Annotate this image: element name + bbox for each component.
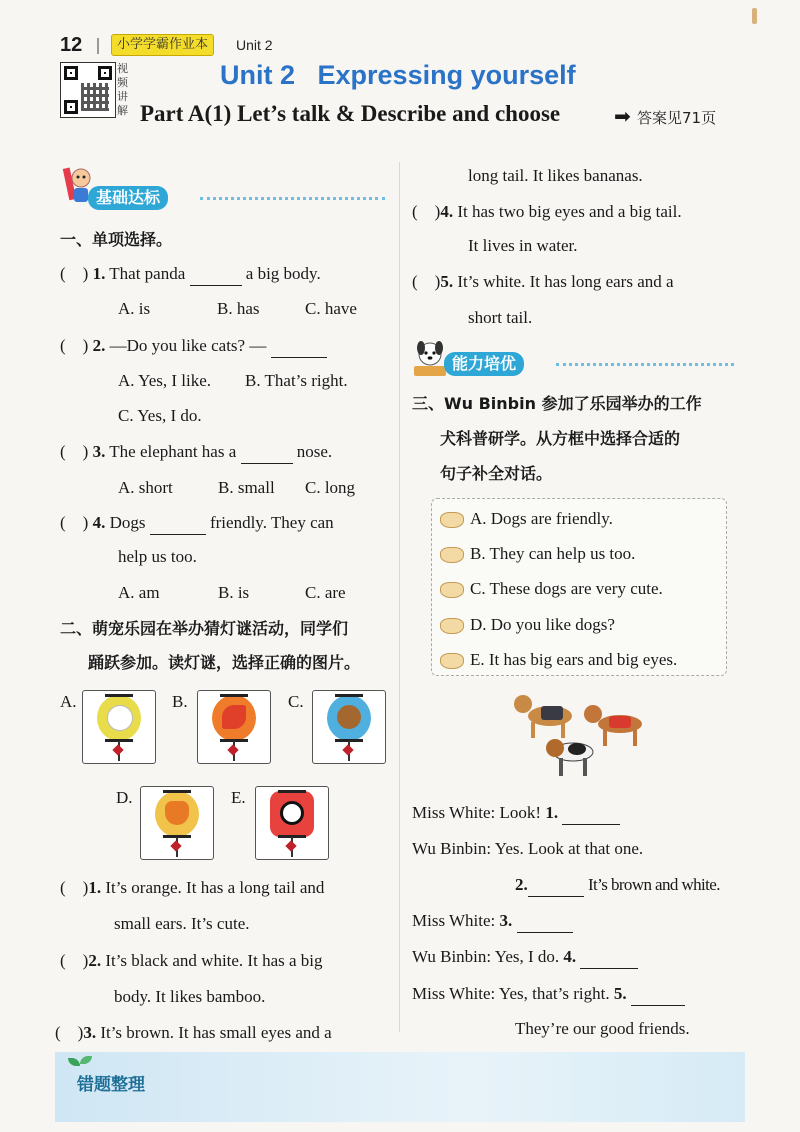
answer-reference: 答案见71页 bbox=[637, 109, 717, 127]
q2-item-1 bbox=[60, 877, 324, 899]
answer-paren[interactable]: ( ) bbox=[60, 951, 89, 970]
item-number: 2. bbox=[92, 336, 106, 355]
option: A. Yes, I like. bbox=[118, 371, 212, 390]
option: A. is bbox=[118, 299, 151, 318]
option: C. have bbox=[305, 299, 357, 318]
answer-blank[interactable] bbox=[528, 874, 584, 897]
answer-paren[interactable]: ( ) bbox=[60, 336, 89, 355]
dog-mascot-icon bbox=[412, 338, 442, 374]
q1-item-2-options bbox=[118, 370, 348, 392]
option-text: A. Dogs are friendly. bbox=[470, 509, 613, 528]
item-number: 4. bbox=[92, 513, 106, 532]
answer-blank[interactable] bbox=[190, 263, 242, 286]
answer-paren[interactable]: ( ) bbox=[60, 513, 89, 532]
item-number: 1. bbox=[88, 878, 102, 897]
mistake-notes-area[interactable] bbox=[55, 1052, 745, 1122]
column-divider bbox=[399, 162, 400, 1032]
working-dogs-illustration bbox=[505, 686, 655, 786]
dialogue-text: It’s brown and white. bbox=[588, 875, 720, 894]
page-tab-mark bbox=[752, 8, 757, 24]
option-d bbox=[440, 614, 615, 636]
lantern-monkey-picture bbox=[312, 690, 386, 764]
q1-item-2 bbox=[60, 335, 327, 358]
q2-item-4-line2: It lives in water. bbox=[468, 236, 578, 255]
q1-item-3-options bbox=[118, 477, 356, 499]
answer-paren[interactable]: ( ) bbox=[55, 1023, 84, 1042]
option-e bbox=[440, 649, 677, 671]
section-dotted-line bbox=[556, 363, 734, 366]
option-text: C. These dogs are very cute. bbox=[470, 579, 663, 598]
speaker: Miss White: bbox=[412, 803, 496, 822]
section-ability-badge: 能力培优 bbox=[444, 352, 524, 376]
item-number: 1. bbox=[92, 264, 106, 283]
dialogue-line-6 bbox=[412, 983, 685, 1006]
item-text: It’s brown. It has small eyes and a bbox=[100, 1023, 332, 1042]
q1-item-3 bbox=[60, 441, 332, 464]
option: B. small bbox=[218, 478, 275, 497]
section-basic-badge: 基础达标 bbox=[88, 186, 168, 210]
brand-label: 小学学霸作业本 bbox=[111, 34, 214, 56]
blank-number: 4. bbox=[563, 947, 577, 966]
answer-paren[interactable]: ( ) bbox=[60, 442, 89, 461]
speaker: Wu Binbin: bbox=[412, 839, 492, 858]
blank-number: 3. bbox=[499, 911, 513, 930]
dialogue-text: Yes. Look at that one. bbox=[494, 839, 644, 858]
qr-video-label: 视频讲解 bbox=[117, 62, 128, 117]
pic-label-a: A. bbox=[60, 692, 77, 711]
pic-label-e: E. bbox=[231, 788, 246, 807]
answer-blank[interactable] bbox=[517, 910, 573, 933]
page-number: 12 bbox=[60, 34, 83, 56]
item-text: nose. bbox=[296, 442, 333, 461]
item-text: Dogs bbox=[109, 513, 146, 532]
q1-item-2-option-c: C. Yes, I do. bbox=[118, 406, 202, 425]
answer-blank[interactable] bbox=[562, 802, 620, 825]
pic-label-b: B. bbox=[172, 692, 188, 711]
option-text: D. Do you like dogs? bbox=[470, 615, 615, 634]
arrow-right-icon: ➡ bbox=[614, 104, 631, 128]
q1-title: 一、单项选择。 bbox=[60, 230, 173, 249]
part-title: Part A(1) Let’s talk & Describe and choose bbox=[140, 101, 561, 126]
lantern-rabbit-picture bbox=[82, 690, 156, 764]
dog-2 bbox=[584, 705, 642, 746]
option: B. That’s right. bbox=[245, 371, 348, 390]
blank-number: 5. bbox=[613, 984, 627, 1003]
item-text: It’s black and white. It has a big bbox=[105, 951, 323, 970]
q2-title-line1: 二、萌宠乐园在举办猜灯谜活动，同学们 bbox=[60, 619, 349, 638]
dialogue-text: Yes, that’s right. bbox=[498, 984, 610, 1003]
mistake-notes-label: 错题整理 bbox=[77, 1075, 145, 1095]
header-unit: Unit 2 bbox=[236, 37, 273, 53]
cat-face-icon bbox=[440, 618, 464, 634]
pic-label-d: D. bbox=[116, 788, 133, 807]
answer-blank[interactable] bbox=[580, 946, 638, 969]
lantern-goldfish-picture bbox=[197, 690, 271, 764]
dialogue-text: Yes, I do. bbox=[494, 947, 560, 966]
speaker: Miss White: bbox=[412, 911, 496, 930]
dialogue-line-3 bbox=[515, 874, 720, 897]
lantern-fox-picture bbox=[140, 786, 214, 860]
q3-title-line3: 句子补全对话。 bbox=[440, 464, 553, 483]
item-text: The elephant has a bbox=[109, 442, 237, 461]
option: C. are bbox=[305, 583, 346, 602]
q1-item-4 bbox=[60, 512, 334, 535]
answer-blank[interactable] bbox=[271, 335, 327, 358]
cat-face-icon bbox=[440, 653, 464, 669]
speaker: Miss White: bbox=[412, 984, 496, 1003]
q2-item-5 bbox=[412, 271, 674, 293]
cat-face-icon bbox=[440, 582, 464, 598]
q2-item-4 bbox=[412, 201, 682, 223]
dialogue-text: Look! bbox=[499, 803, 542, 822]
cat-face-icon bbox=[440, 547, 464, 563]
section-dotted-line bbox=[200, 197, 385, 200]
option-b bbox=[440, 543, 635, 565]
dialogue-line-2 bbox=[412, 838, 643, 860]
item-text: It has two big eyes and a big tail. bbox=[457, 202, 682, 221]
q1-item-4-line2: help us too. bbox=[118, 547, 197, 566]
item-number: 3. bbox=[92, 442, 106, 461]
answer-blank[interactable] bbox=[150, 512, 206, 535]
option: A. short bbox=[118, 478, 173, 497]
item-text: It’s white. It has long ears and a bbox=[457, 272, 674, 291]
lantern-panda-picture bbox=[255, 786, 329, 860]
answer-paren[interactable]: ( ) bbox=[412, 202, 441, 221]
unit-title: Unit 2 Expressing yourself bbox=[220, 60, 576, 90]
item-number: 2. bbox=[88, 951, 102, 970]
dialogue-line-1 bbox=[412, 802, 620, 825]
option-text: E. It has big ears and big eyes. bbox=[470, 650, 678, 669]
option: B. has bbox=[217, 299, 260, 318]
cat-face-icon bbox=[440, 512, 464, 528]
blank-number: 2. bbox=[515, 875, 528, 894]
answer-paren[interactable]: ( ) bbox=[412, 272, 441, 291]
answer-blank[interactable] bbox=[631, 983, 685, 1006]
q1-item-1-options bbox=[118, 298, 357, 320]
dialogue-line-7: They’re our good friends. bbox=[515, 1019, 690, 1038]
header-divider bbox=[97, 38, 99, 54]
item-text: It’s orange. It has a long tail and bbox=[105, 878, 325, 897]
item-text: —Do you like cats? — bbox=[109, 336, 267, 355]
q3-title-line2: 犬科普研学。从方框中选择合适的 bbox=[440, 429, 681, 448]
option-text: B. They can help us too. bbox=[470, 544, 636, 563]
option: A. am bbox=[118, 583, 160, 602]
answer-paren[interactable]: ( ) bbox=[60, 264, 89, 283]
item-number: 4. bbox=[440, 202, 454, 221]
item-number: 3. bbox=[83, 1023, 97, 1042]
q2-item-1-line2: small ears. It’s cute. bbox=[114, 914, 250, 933]
q2-item-2-line2: body. It likes bamboo. bbox=[114, 987, 266, 1006]
item-text: That panda bbox=[109, 264, 186, 283]
answer-paren[interactable]: ( ) bbox=[60, 878, 89, 897]
dialogue-line-5 bbox=[412, 946, 638, 969]
option-c bbox=[440, 578, 663, 600]
dog-3 bbox=[546, 739, 593, 776]
option: C. long bbox=[305, 478, 356, 497]
item-number: 5. bbox=[440, 272, 454, 291]
q2-item-3-line2: long tail. It likes bananas. bbox=[468, 166, 643, 185]
q1-item-4-options bbox=[118, 582, 346, 604]
answer-blank[interactable] bbox=[241, 441, 293, 464]
option: B. is bbox=[218, 583, 250, 602]
option-a bbox=[440, 508, 613, 530]
speaker: Wu Binbin: bbox=[412, 947, 492, 966]
item-text: a big body. bbox=[245, 264, 321, 283]
dog-1 bbox=[514, 695, 572, 738]
blank-number: 1. bbox=[545, 803, 559, 822]
qr-code-icon[interactable] bbox=[60, 62, 116, 118]
q1-item-1 bbox=[60, 263, 321, 286]
q2-title-line2: 踊跃参加。读灯谜，选择正确的图片。 bbox=[88, 653, 361, 672]
q3-title-line1: 三、Wu Binbin 参加了乐园举办的工作 bbox=[412, 394, 702, 413]
item-text: friendly. They can bbox=[209, 513, 334, 532]
pic-label-c: C. bbox=[288, 692, 304, 711]
q2-item-3 bbox=[55, 1022, 332, 1044]
q2-item-2 bbox=[60, 950, 323, 972]
dialogue-line-4 bbox=[412, 910, 573, 933]
q2-item-5-line2: short tail. bbox=[468, 308, 533, 327]
